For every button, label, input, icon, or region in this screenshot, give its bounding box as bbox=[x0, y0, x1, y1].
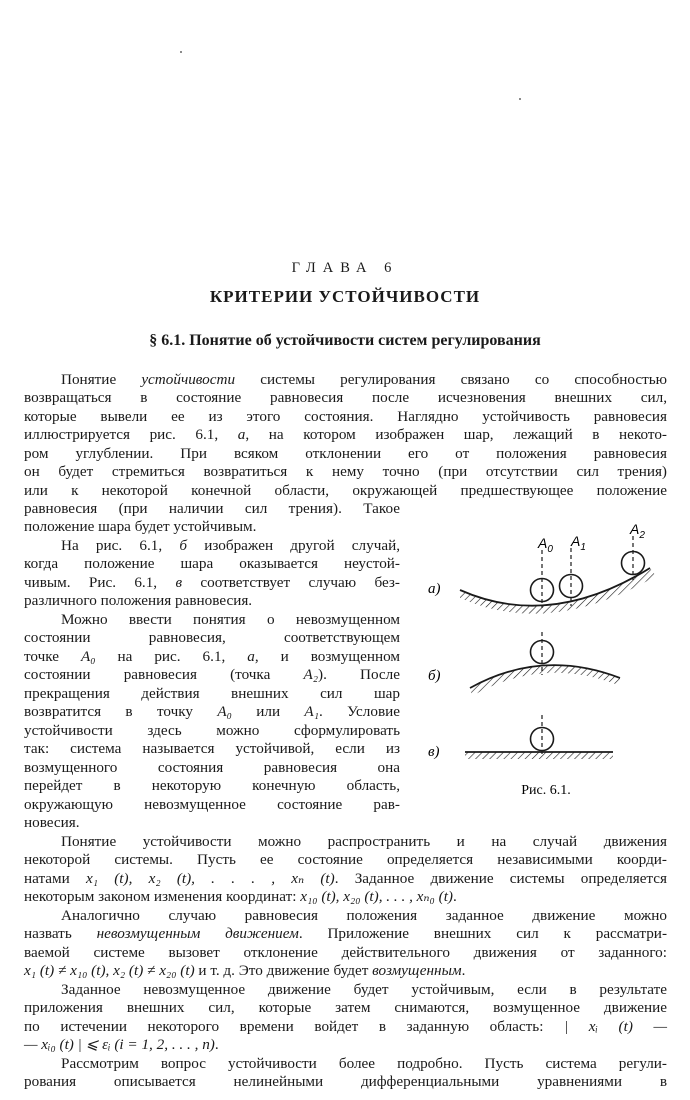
text-line: Можно ввести понятия о невозмущенном bbox=[61, 611, 400, 628]
text-line: натами x₁ (t), x₂ (t), . . . , xₙ (t). Заданное движение системы определяется bbox=[24, 870, 667, 887]
text-line: возвращаться в состояние равновесия после исчезновения внешних сил, bbox=[24, 389, 667, 406]
text-line: иллюстрируется рис. 6.1, а, на котором изображен шар, лежащий в некото- bbox=[24, 426, 667, 443]
flat-hatching bbox=[465, 752, 613, 759]
point-label-a0: $A_0$ bbox=[538, 535, 553, 555]
text-line: так: система называется устойчивой, если из bbox=[24, 740, 400, 757]
text-line: рования описывается нелинейными дифференциальными уравнениями в bbox=[24, 1073, 667, 1090]
section-title: § 6.1. Понятие об устойчивости систем регулирования bbox=[149, 332, 541, 349]
chapter-label: ГЛАВА 6 bbox=[291, 260, 399, 276]
text-line: возмущенного состояния равновесия она bbox=[24, 759, 400, 776]
text-line: ром углублении. При всяком отклонении его от положения равновесия bbox=[24, 445, 667, 462]
text-line: состоянии равновесия, соответствующем bbox=[24, 629, 400, 646]
text-line: по истечении некоторого времени войдет в заданную область: | xᵢ (t) — bbox=[24, 1018, 667, 1035]
text-line: — xᵢ₀ (t) | ⩽ εᵢ (i = 1, 2, . . . , n). bbox=[24, 1036, 219, 1053]
text-line: Понятие устойчивости системы регулирования связано со способностью bbox=[61, 371, 667, 388]
figure-part-c bbox=[428, 715, 613, 760]
text-line: ваемой системе вызовет отклонение действительного движения от заданного: bbox=[24, 944, 667, 961]
text-line: возвратится в точку A₀ или A₁. Условие bbox=[24, 703, 401, 720]
text-line: Понятие устойчивости можно распространить и на случай движения bbox=[61, 833, 667, 850]
text-line: Аналогично случаю равновесия положения заданное движение можно bbox=[61, 907, 667, 924]
figure-part-b bbox=[428, 632, 620, 696]
text-line: положение шара будет устойчивым. bbox=[24, 518, 257, 535]
bowl-hatching bbox=[460, 568, 656, 614]
figure-label-a: а) bbox=[428, 581, 441, 597]
text-line: различного положения равновесия. bbox=[24, 592, 253, 609]
text-line: или к некоторой конечной области, окружающей предшествующее положение bbox=[24, 482, 667, 499]
text-line: точке A₀ на рис. 6.1, а, и возмущенном bbox=[24, 648, 400, 665]
scan-speck bbox=[519, 98, 521, 100]
text-line: Рассмотрим вопрос устойчивости более подробно. Пусть система регули- bbox=[61, 1055, 667, 1072]
figure-part-a bbox=[428, 521, 656, 614]
point-label-a1: $A_1$ bbox=[571, 533, 586, 553]
figure-caption: Рис. 6.1. bbox=[521, 783, 571, 798]
text-line: перейдет в некоторую конечную область, bbox=[24, 777, 400, 794]
text-line: он будет стремиться возвратиться к нему точно (при отсутствии сил трения) bbox=[24, 463, 667, 480]
text-line: x₁ (t) ≠ x₁₀ (t), x₂ (t) ≠ x₂₀ (t) и т. д. Это движение будет возмущенным. bbox=[24, 962, 466, 979]
text-line: окружающую невозмущенное состояние рав- bbox=[24, 796, 400, 813]
scan-speck bbox=[180, 51, 182, 53]
text-line: которые вывели ее из этого состояния. Наглядно устойчивость равновесия bbox=[24, 408, 667, 425]
figure-label-c: в) bbox=[428, 744, 440, 760]
text-line: чивым. Рис. 6.1, в соответствует случаю без- bbox=[24, 574, 400, 591]
hill-hatching bbox=[470, 665, 620, 696]
text-line: На рис. 6.1, б изображен другой случай, bbox=[61, 537, 400, 554]
point-label-a2: $A_2$ bbox=[630, 521, 645, 541]
text-line: приложения внешних сил, которые затем снимаются, возмущенное движение bbox=[24, 999, 667, 1016]
text-line: новесия. bbox=[24, 814, 80, 831]
text-line: назвать невозмущенным движением. Приложение внешних сил к рассматри- bbox=[24, 925, 667, 942]
chapter-title: КРИТЕРИИ УСТОЙЧИВОСТИ bbox=[209, 287, 481, 306]
text-line: устойчивости здесь можно сформулировать bbox=[24, 722, 400, 739]
text-line: некоторым законом изменения координат: x₁₀ (t), x₂₀ (t), . . . , xₙ₀ (t). bbox=[24, 888, 457, 905]
text-line: прекращения действия внешних сил шар bbox=[24, 685, 400, 702]
figure-6-1 bbox=[420, 510, 690, 810]
text-line: состоянии равновесия (точка A₂). После bbox=[24, 666, 400, 683]
text-line: когда положение шара оказывается неустой- bbox=[24, 555, 400, 572]
figure-label-b: б) bbox=[428, 668, 441, 684]
text-line: равновесия (при наличии сил трения). Такое bbox=[24, 500, 400, 517]
text-line: некоторой системы. Пусть ее состояние определяется независимыми коорди- bbox=[24, 851, 667, 868]
text-line: Заданное невозмущенное движение будет устойчивым, если в результате bbox=[61, 981, 667, 998]
